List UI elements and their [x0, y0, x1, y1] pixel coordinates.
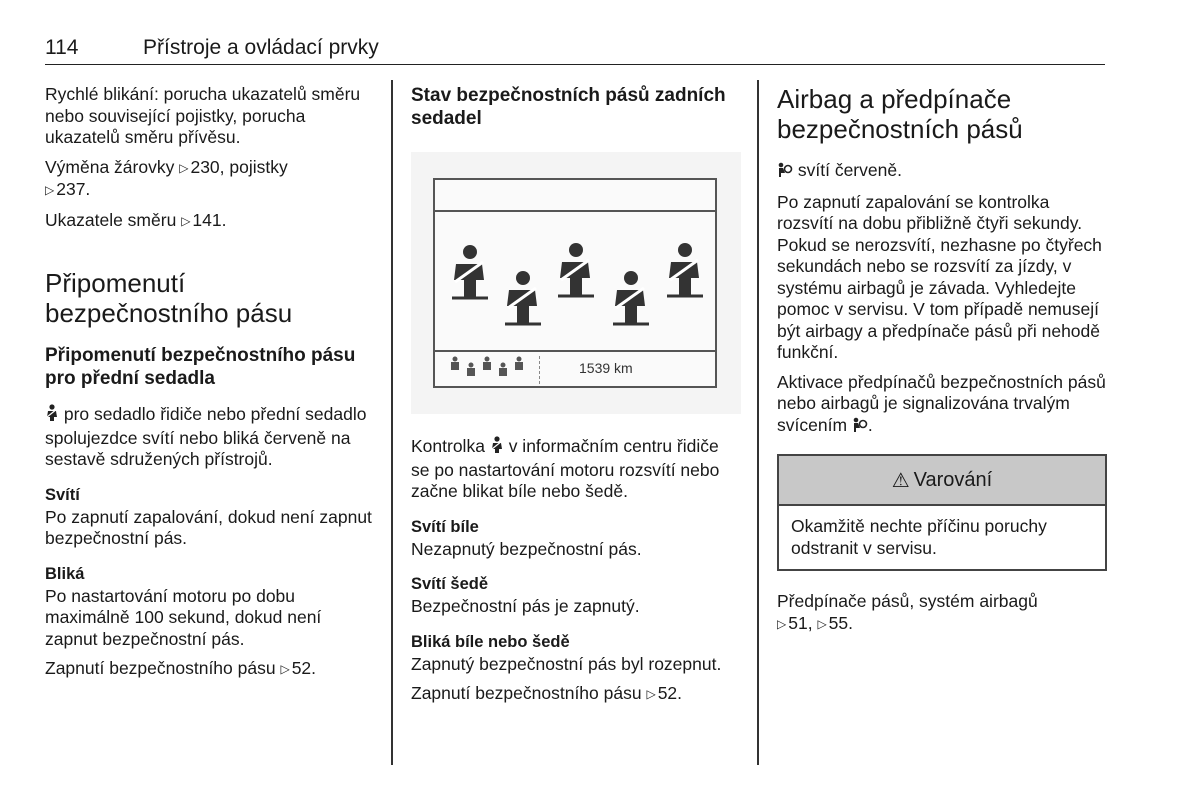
page-ref-icon: ▷ — [646, 687, 656, 701]
text: Zapnutí bezpečnostního pásu — [45, 658, 276, 678]
running-title: Přístroje a ovládací prvky — [143, 36, 379, 59]
rear-seatbelt-status-icons — [435, 220, 715, 345]
paragraph — [45, 157, 375, 202]
seat-icon — [613, 271, 649, 324]
column-divider — [757, 80, 759, 765]
text: pro sedadlo řidiče nebo přední sedadlo spolujezdce svítí nebo bliká červeně na sestavě sdružených přístrojů. — [45, 404, 367, 469]
term-heading: Bliká bíle nebo šedě — [411, 632, 570, 651]
section-heading: Airbag a předpínače bezpečnostních pásů — [777, 84, 1023, 144]
airbag-icon — [777, 162, 793, 184]
text: Zapnutí bezpečnostního pásu — [411, 683, 642, 703]
paragraph — [411, 436, 741, 503]
page-ref-icon: ▷ — [45, 183, 55, 197]
seat-icon — [667, 243, 703, 296]
text: v informačním centru řidiče se po nastartování motoru rozsvítí nebo začne blikat bíle nebo šedě. — [411, 436, 720, 501]
airbag-icon — [852, 417, 868, 439]
paragraph — [777, 372, 1107, 439]
paragraph: Bezpečnostní pás je zapnutý. — [411, 596, 640, 616]
mini-seat-icons — [447, 354, 527, 378]
text: svítí červeně. — [797, 160, 902, 180]
text: Výměna žárovky — [45, 156, 175, 177]
page-ref-icon: ▷ — [817, 616, 827, 631]
text: Předpínače pásů, systém airbagů — [777, 591, 1038, 611]
column-divider — [391, 80, 393, 765]
page-header — [45, 36, 1105, 65]
warning-box — [777, 454, 1107, 571]
warning-header — [779, 456, 1105, 506]
paragraph: Po zapnutí zapalování, dokud není zapnut bezpečnostní pás. — [45, 506, 372, 548]
text: 55. — [828, 612, 853, 633]
paragraph — [45, 404, 375, 471]
term-heading: Svítí — [45, 485, 80, 504]
seat-icon — [558, 243, 594, 296]
warning-title: Varování — [913, 468, 993, 491]
paragraph: Rychlé blikání: porucha ukazatelů směru nebo související pojistky, porucha ukazatelů směru přívěsu. — [45, 84, 361, 147]
seatbelt-icon — [45, 404, 59, 428]
text: 141. — [192, 209, 227, 230]
display-illustration — [411, 152, 741, 414]
text: . — [867, 414, 873, 435]
odometer-reading: 1539 km — [579, 360, 633, 376]
page-number: 114 — [45, 36, 79, 59]
text: 52. — [291, 658, 317, 678]
paragraph: Nezapnutý bezpečnostní pás. — [411, 538, 642, 559]
seat-icon — [452, 245, 488, 298]
section-heading: Připomenutí bezpečnostního pásu — [45, 268, 293, 328]
paragraph — [45, 658, 375, 681]
warning-triangle-icon: ⚠ — [891, 469, 910, 492]
column-middle — [411, 84, 741, 714]
seatbelt-icon — [490, 436, 504, 460]
warning-text: Okamžitě nechte příčinu poruchy odstranit v servisu. — [791, 516, 1047, 558]
column-left — [45, 84, 375, 689]
page-ref-icon: ▷ — [179, 160, 189, 175]
column-right — [777, 84, 1107, 643]
subsection-heading: Připomenutí bezpečnostního pásu pro přední sedadla — [45, 345, 356, 389]
paragraph — [45, 210, 375, 233]
paragraph: Zapnutý bezpečnostní pás byl rozepnut. — [411, 653, 722, 674]
term-heading: Svítí šedě — [411, 575, 489, 593]
paragraph — [777, 160, 1107, 184]
text: Kontrolka — [411, 436, 485, 456]
term-heading: Svítí bíle — [411, 517, 479, 536]
page-ref-icon: ▷ — [181, 213, 191, 228]
text: 51, — [788, 612, 813, 633]
paragraph: Po nastartování motoru po dobu maximálně 100 sekund, dokud není zapnut bezpečnostní pás. — [45, 585, 322, 649]
subsection-heading: Stav bezpečnostních pásů zadních sedadel — [411, 85, 726, 129]
text: Aktivace předpínačů bezpečnostních pásů nebo airbagů je signalizována trvalým svícením — [777, 371, 1106, 435]
paragraph — [777, 591, 1107, 635]
text: 237. — [56, 179, 91, 199]
text: Ukazatele směru — [45, 209, 177, 230]
term-heading: Bliká — [45, 564, 85, 583]
text: 230, pojistky — [190, 156, 288, 177]
page-ref-icon: ▷ — [777, 616, 787, 631]
paragraph: Po zapnutí zapalování se kontrolka rozsvítí na dobu přibližně čtyři sekundy. Pokud se nerozsvítí, nezhasne po čtyřech sekundách nebo se rozsvítí za jízdy, v systému airbagů je závada. Vyhledejte pomoc v servisu. V tom případě nemusejí být airbagy a předpínače pásů při nehodě funkční. — [777, 191, 1102, 362]
page-ref-icon: ▷ — [280, 662, 290, 676]
info-display — [433, 178, 717, 388]
paragraph — [411, 683, 741, 706]
seat-icon — [505, 271, 541, 324]
text: 52. — [657, 683, 683, 703]
